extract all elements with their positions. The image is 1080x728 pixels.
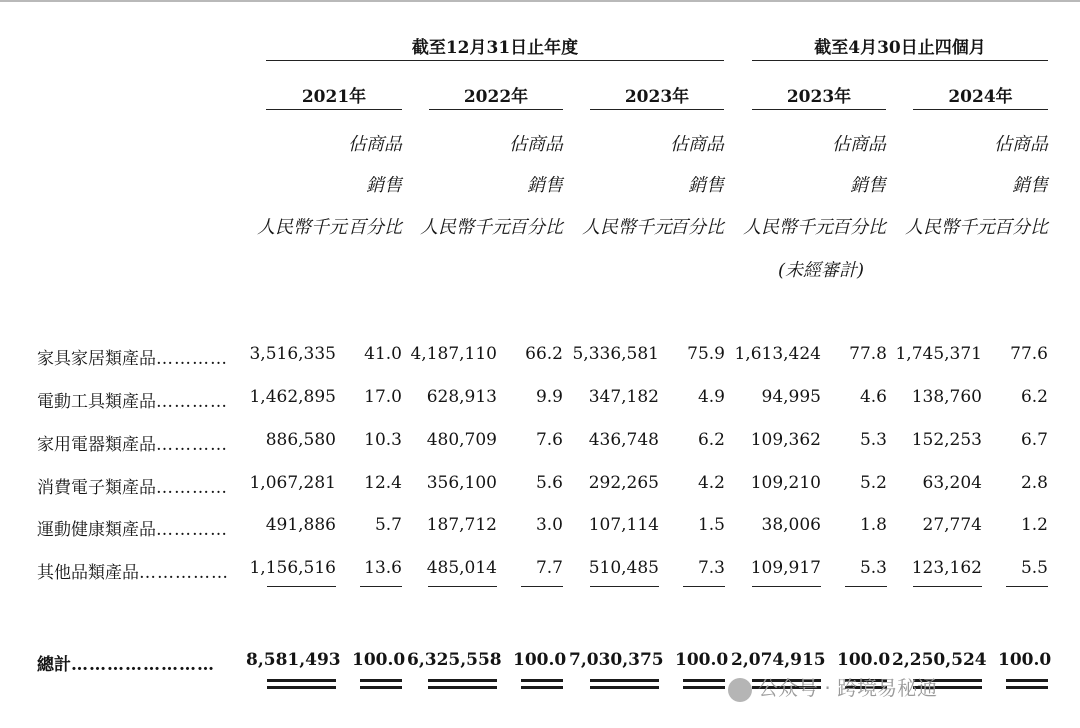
top-border <box>0 0 1080 2</box>
table-row-3-cell: 480,709 <box>426 430 497 450</box>
subhead-pct-3a: 佔商品 <box>670 134 724 155</box>
year-2021: 2021年 <box>301 87 367 107</box>
double-underline-10-2 <box>1006 686 1048 689</box>
subhead-rmb-3: 人民幣千元 <box>582 217 672 238</box>
subhead-pct-4b: 銷售 <box>850 175 886 196</box>
table-row-5-cell: 38,006 <box>761 515 821 535</box>
table-row-2-label-text: 電動工具類產品 <box>37 392 156 412</box>
table-row-1-cell: 77.6 <box>1010 344 1048 364</box>
table-row-3-label-text: 家用電器類產品 <box>37 435 156 455</box>
table-row-3-cell: 10.3 <box>364 430 402 450</box>
table-row-2-cell: 628,913 <box>426 387 497 407</box>
table-row-5-cell: 491,886 <box>265 515 336 535</box>
table-row-3-cell: 7.6 <box>535 430 563 450</box>
table-row-2-cell: 4.6 <box>859 387 887 407</box>
double-underline-5-2 <box>590 686 659 689</box>
table-row-6-cell: 7.7 <box>535 558 563 578</box>
table-row-6-cell: 485,014 <box>426 558 497 578</box>
table-row-4-leader-dots: ………… <box>156 478 228 498</box>
total-row-leader-dots: …………………… <box>71 655 215 675</box>
table-row-4-cell: 5.6 <box>535 473 563 493</box>
table-row-1-leader-dots: ………… <box>156 349 228 369</box>
table-row-2-cell: 6.2 <box>1020 387 1048 407</box>
total-row-cell: 100.0 <box>837 650 891 670</box>
total-row-cell: 7,030,375 <box>569 650 664 670</box>
year-2023-4m-rule <box>752 109 886 110</box>
double-underline-1-2 <box>267 686 336 689</box>
year-2022-rule <box>429 109 563 110</box>
table-row-6-leader-dots: …………… <box>139 563 229 583</box>
subtotal-rule-4 <box>521 586 563 587</box>
year-2021-rule <box>266 109 402 110</box>
subhead-pct-1b: 銷售 <box>366 175 402 196</box>
header-annual-rule <box>266 60 724 61</box>
year-2022: 2022年 <box>463 87 529 107</box>
table-row-1-cell: 66.2 <box>525 344 563 364</box>
double-underline-10-1 <box>1006 679 1048 682</box>
total-row-cell: 6,325,558 <box>407 650 502 670</box>
subtotal-rule-9 <box>913 586 982 587</box>
total-row-cell: 100.0 <box>513 650 567 670</box>
table-row-3-cell: 6.7 <box>1020 430 1048 450</box>
header-four-months: 截至4月30日止四個月 <box>814 38 986 58</box>
watermark <box>728 672 937 702</box>
table-row-1-cell: 5,336,581 <box>572 344 659 364</box>
subhead-pct-2b: 銷售 <box>527 175 563 196</box>
subhead-pct-4a: 佔商品 <box>832 134 886 155</box>
table-row-6-label <box>37 558 229 583</box>
table-row-4-cell: 5.2 <box>859 473 887 493</box>
double-underline-3-1 <box>428 679 497 682</box>
subhead-pct-3c: 百分比 <box>670 217 724 238</box>
subhead-pct-5c: 百分比 <box>994 217 1048 238</box>
table-row-3-cell: 6.2 <box>697 430 725 450</box>
table-row-4-cell: 4.2 <box>697 473 725 493</box>
total-row-cell: 100.0 <box>998 650 1052 670</box>
double-underline-2-2 <box>360 686 402 689</box>
subhead-pct-5a: 佔商品 <box>994 134 1048 155</box>
subhead-pct-2a: 佔商品 <box>509 134 563 155</box>
table-row-6-cell: 123,162 <box>911 558 982 578</box>
table-row-4-label-text: 消費電子類產品 <box>37 478 156 498</box>
subhead-pct-3b: 銷售 <box>688 175 724 196</box>
year-2024-4m: 2024年 <box>948 87 1013 107</box>
table-row-3-cell: 5.3 <box>859 430 887 450</box>
table-row-6-cell: 5.5 <box>1020 558 1048 578</box>
table-row-4-cell: 2.8 <box>1020 473 1048 493</box>
table-row-3-cell: 152,253 <box>911 430 982 450</box>
table-row-6-cell: 5.3 <box>859 558 887 578</box>
subhead-pct-4c: 百分比 <box>832 217 886 238</box>
double-underline-2-1 <box>360 679 402 682</box>
table-row-6-cell: 510,485 <box>588 558 659 578</box>
table-row-4-cell: 109,210 <box>750 473 821 493</box>
table-row-2-cell: 9.9 <box>535 387 563 407</box>
table-row-1-label <box>37 344 228 369</box>
table-row-5-leader-dots: ………… <box>156 520 228 540</box>
table-row-3-cell: 886,580 <box>265 430 336 450</box>
subtotal-rule-8 <box>845 586 887 587</box>
table-row-2-cell: 17.0 <box>364 387 402 407</box>
table-row-5-label-text: 運動健康類產品 <box>37 520 156 540</box>
subhead-rmb-1: 人民幣千元 <box>257 217 347 238</box>
table-row-5-cell: 27,774 <box>922 515 982 535</box>
table-row-6-cell: 109,917 <box>750 558 821 578</box>
table-row-5-cell: 1.2 <box>1020 515 1048 535</box>
double-underline-6-2 <box>683 686 725 689</box>
table-row-4-cell: 63,204 <box>922 473 982 493</box>
subhead-pct-2c: 百分比 <box>509 217 563 238</box>
double-underline-3-2 <box>428 686 497 689</box>
subtotal-rule-5 <box>590 586 659 587</box>
table-row-5-cell: 1.5 <box>697 515 725 535</box>
watermark-text: 公众号 · 跨境易秘通 <box>758 676 938 700</box>
table-row-5-cell: 187,712 <box>426 515 497 535</box>
table-row-1-cell: 75.9 <box>687 344 725 364</box>
table-row-6-label-text: 其他品類產品 <box>37 563 139 583</box>
table-row-6-cell: 1,156,516 <box>249 558 336 578</box>
header-annual: 截至12月31日止年度 <box>411 38 579 58</box>
total-row-cell: 100.0 <box>352 650 406 670</box>
table-row-5-cell: 5.7 <box>374 515 402 535</box>
subtotal-rule-2 <box>360 586 402 587</box>
table-row-3-label <box>37 430 228 455</box>
double-underline-6-1 <box>683 679 725 682</box>
table-row-1-cell: 41.0 <box>364 344 402 364</box>
total-row-cell: 8,581,493 <box>246 650 341 670</box>
table-row-5-cell: 3.0 <box>535 515 563 535</box>
table-row-1-cell: 1,613,424 <box>734 344 821 364</box>
table-row-6-cell: 7.3 <box>697 558 725 578</box>
subhead-pct-5b: 銷售 <box>1012 175 1048 196</box>
table-row-4-cell: 1,067,281 <box>249 473 336 493</box>
table-row-4-cell: 292,265 <box>588 473 659 493</box>
table-row-2-label <box>37 387 228 412</box>
total-row-label <box>37 650 215 675</box>
table-row-1-cell: 1,745,371 <box>895 344 982 364</box>
subhead-pct-1a: 佔商品 <box>348 134 402 155</box>
table-row-5-cell: 107,114 <box>588 515 659 535</box>
subtotal-rule-6 <box>683 586 725 587</box>
subtotal-rule-7 <box>752 586 821 587</box>
table-row-2-cell: 1,462,895 <box>249 387 336 407</box>
table-row-1-cell: 4,187,110 <box>410 344 497 364</box>
year-2023-4m: 2023年 <box>786 87 852 107</box>
year-2024-4m-rule <box>913 109 1048 110</box>
table-row-2-cell: 138,760 <box>911 387 982 407</box>
table-row-1-cell: 3,516,335 <box>249 344 336 364</box>
table-row-5-label <box>37 515 228 540</box>
subhead-pct-1c: 百分比 <box>348 217 402 238</box>
subhead-unaudited: (未經審計) <box>778 260 865 281</box>
table-row-4-cell: 356,100 <box>426 473 497 493</box>
table-row-4-label <box>37 473 228 498</box>
double-underline-4-1 <box>521 679 563 682</box>
table-row-2-leader-dots: ………… <box>156 392 228 412</box>
table-row-3-cell: 109,362 <box>750 430 821 450</box>
table-row-5-cell: 1.8 <box>859 515 887 535</box>
double-underline-5-1 <box>590 679 659 682</box>
header-four-months-rule <box>752 60 1048 61</box>
double-underline-4-2 <box>521 686 563 689</box>
table-row-4-cell: 12.4 <box>364 473 402 493</box>
subtotal-rule-10 <box>1006 586 1048 587</box>
double-underline-1-1 <box>267 679 336 682</box>
subtotal-rule-1 <box>267 586 336 587</box>
year-2023-rule <box>590 109 724 110</box>
table-row-3-leader-dots: ………… <box>156 435 228 455</box>
wechat-icon <box>728 678 752 702</box>
year-2023: 2023年 <box>624 87 690 107</box>
subtotal-rule-3 <box>428 586 497 587</box>
table-row-1-label-text: 家具家居類產品 <box>37 349 156 369</box>
table-row-3-cell: 436,748 <box>588 430 659 450</box>
total-row-cell: 2,074,915 <box>731 650 826 670</box>
table-row-2-cell: 94,995 <box>761 387 821 407</box>
total-row-cell: 100.0 <box>675 650 729 670</box>
table-row-6-cell: 13.6 <box>364 558 402 578</box>
total-row-label-text: 總計 <box>37 655 71 675</box>
subhead-rmb-5: 人民幣千元 <box>905 217 995 238</box>
total-row-cell: 2,250,524 <box>892 650 987 670</box>
subhead-rmb-2: 人民幣千元 <box>420 217 510 238</box>
table-row-2-cell: 347,182 <box>588 387 659 407</box>
table-row-2-cell: 4.9 <box>697 387 725 407</box>
table-row-1-cell: 77.8 <box>849 344 887 364</box>
subhead-rmb-4: 人民幣千元 <box>743 217 833 238</box>
